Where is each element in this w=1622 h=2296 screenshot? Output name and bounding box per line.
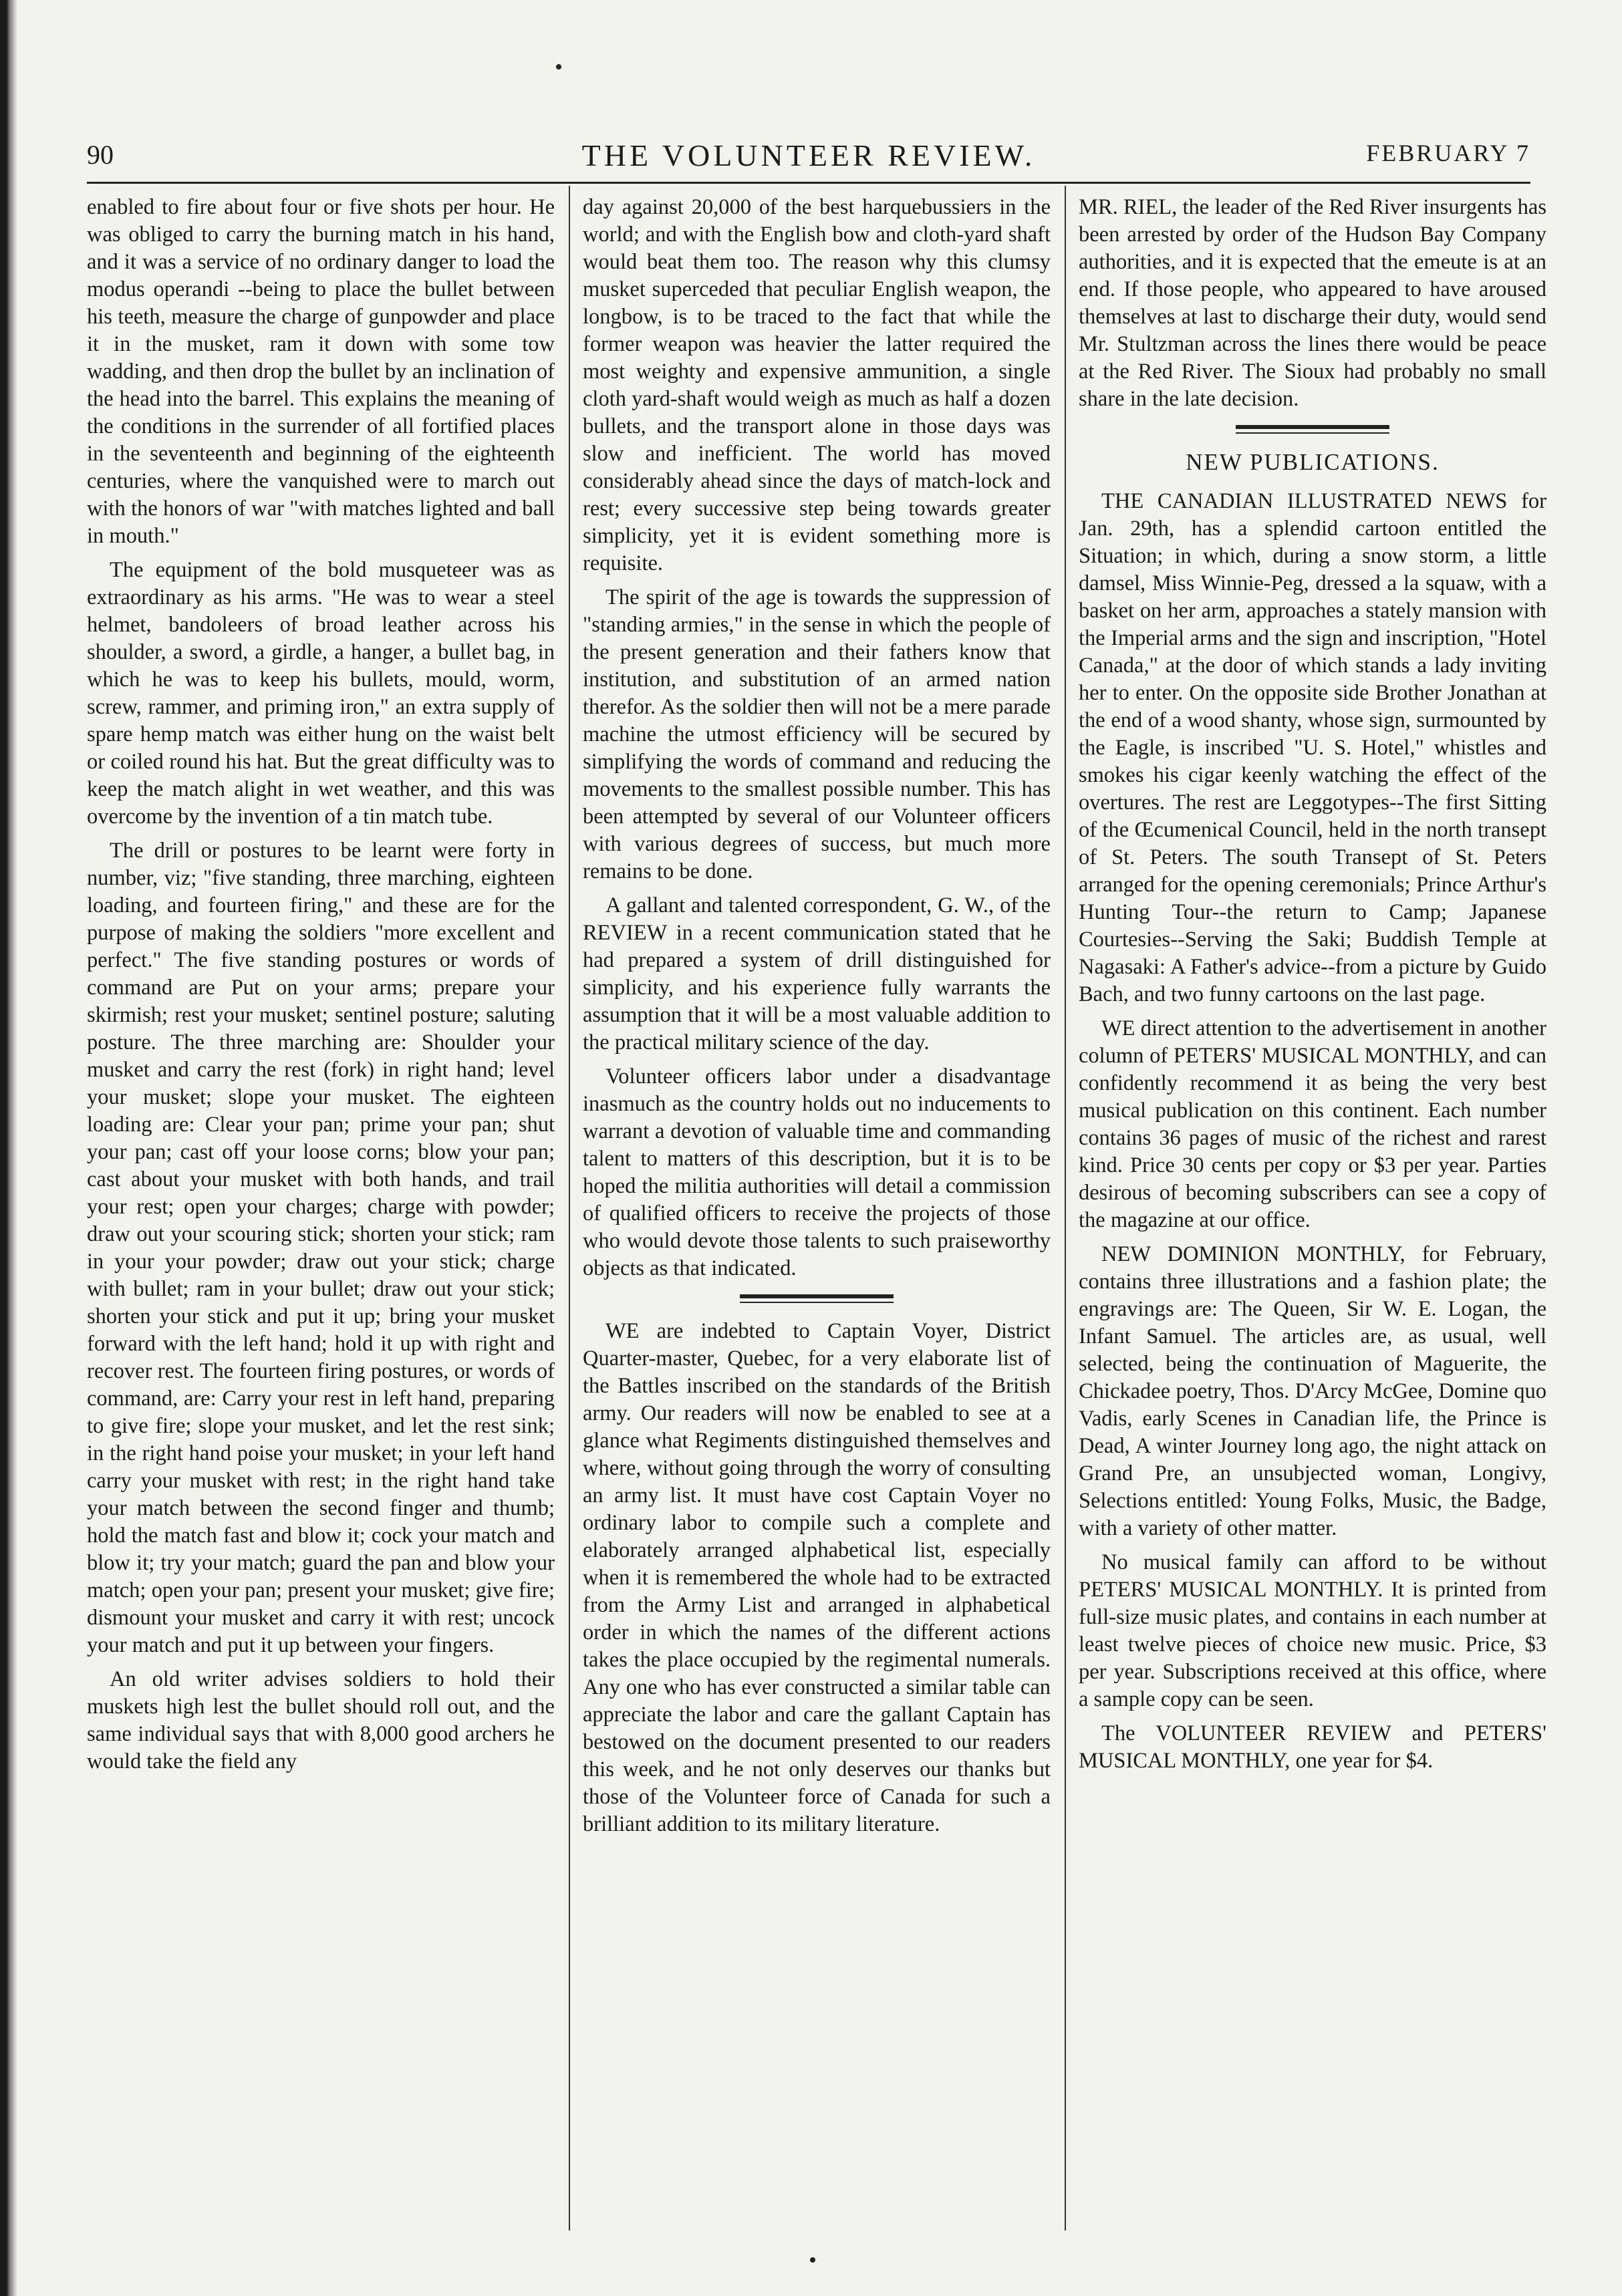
header-rule	[87, 182, 1530, 184]
column-1	[87, 194, 555, 2225]
paragraph: NEW DOMINION MONTHLY, for February, contains three illustrations and a fashion plate; the engravings are: The Queen, Sir W. E. Logan, the Infant Samuel. The articles are, as usual, well selected, being the continuation of Maguerite, the Chickadee poetry, Thos. D'Arcy McGee, Domine quo Vadis, early Scenes in Canadian life, the Prince is Dead, A winter Journey long ago, the night attack on Grand Pre, an unsubjected woman, Longivy, Selections entitled: Young Folks, Music, the Badge, with a variety of other matter.	[1079, 1242, 1546, 1540]
page-number: 90	[87, 140, 114, 170]
paragraph: day against 20,000 of the best harquebussiers in the world; and with the English bow and cloth-yard shaft would beat them too. The reason why this clumsy musket superceded that peculiar English weapon, the longbow, is to be traced to the fact that while the former weapon was heavier the latter required the most weighty and expensive ammunition, a single cloth yard-shaft would weigh as much as half a dozen bullets, and the transport alone in those days was slow and inefficient. The world has moved considerably ahead since the days of match-lock and rest; every successive step being towards greater simplicity, yet it is evident something more is requisite.	[583, 195, 1051, 575]
paragraph: A gallant and talented correspondent, G. W., of the REVIEW in a recent communication stated that he had prepared a system of drill distinguished for simplicity, and his experience fully warrants the assumption that it will be a most valuable addition to the practical military science of the day.	[583, 893, 1051, 1054]
paragraph: The equipment of the bold musqueteer was as extraordinary as his arms. "He was to wear a steel helmet, bandoleers of broad leather across his shoulder, a sword, a girdle, a hanger, a bullet bag, in which he was to keep his bullets, mould, worm, screw, rammer, and priming iron," an extra supply of spare hemp match was either hung on the waist belt or coiled round his hat. But the great difficulty was to keep the match alight in wet weather, and this was overcome by the invention of a tin match tube.	[87, 558, 555, 829]
paragraph: enabled to fire about four or five shots per hour. He was obliged to carry the burning match in his hand, and it was a service of no ordinary danger to load the modus operandi --being to place the bullet between his teeth, measure the charge of gunpowder and place it in the musket, ram it down with some tow wadding, and then drop the bullet by an inclination of the head into the barrel. This explains the meaning of the conditions in the surrender of all fortified places in the seventeenth and beginning of the eighteenth centuries, where the vanquished were to march out with the honors of war "with matches lighted and ball in mouth."	[87, 195, 555, 548]
section-heading: NEW PUBLICATIONS.	[1186, 449, 1440, 475]
paragraph: MR. RIEL, the leader of the Red River insurgents has been arrested by order of the Hudson Bay Company authorities, and it is expected that the emeute is at an end. If those people, who appeared to have aroused themselves at last to discharge their duty, would send Mr. Stultzman across the lines there would be peace at the Red River. The Sioux had probably no small share in the late decision.	[1079, 195, 1546, 411]
section-separator	[1236, 425, 1389, 434]
paragraph: The spirit of the age is towards the suppression of "standing armies," in the sense in which the people of the present generation and their fathers know that institution, and substitution of an armed nation therefor. As the soldier then will not be a mere parade machine the utmost efficiency will be secured by simplifying the words of command and reducing the movements to the smallest possible number. This has been attempted by several of our Volunteer officers with various degrees of success, but much more remains to be done.	[583, 585, 1051, 883]
column-3	[1079, 194, 1546, 2225]
paragraph: THE CANADIAN ILLUSTRATED NEWS for Jan. 29th, has a splendid cartoon entitled the Situation; in which, during a snow storm, a little damsel, Miss Winnie-Peg, dressed a la squaw, with a basket on her arm, approaches a stately mansion with the Imperial arms and the sign and inscription, "Hotel Canada," at the door of which stands a lady inviting her to enter. On the opposite side Brother Jonathan at the end of a wood shanty, whose sign, surmounted by the Eagle, is inscribed "U. S. Hotel," whistles and smokes his cigar keenly watching the effect of the overtures. The rest are Leggotypes--The first Sitting of the Œcumenical Council, held in the north transept of St. Peters. The south Transept of St. Peters arranged for the opening ceremonials; Prince Arthur's Hunting Tour--the return to Camp; Japanese Courtesies--Serving the Saki; Buddish Temple at Nagasaki: A Father's advice--from a picture by Guido Bach, and two funny cartoons on the last page.	[1079, 489, 1546, 1006]
paragraph: The VOLUNTEER REVIEW and PETERS' MUSICAL MONTHLY, one year for $4.	[1079, 1721, 1546, 1773]
paragraph: The drill or postures to be learnt were forty in number, viz; "five standing, three marching, eighteen loading, and fourteen firing," and these are for the purpose of making the soldiers "more excellent and perfect." The five standing postures or words of command are Put on your arms; prepare your skirmish; rest your musket; sentinel posture; saluting posture. The three marching are: Shoulder your musket and carry the rest (fork) in right hand; level your musket; slope your musket. The eighteen loading are: Clear your pan; prime your pan; shut your pan; cast off your loose corns; blow your pan; cast about your musket with both hands, and trail your rest; open your charges; charge with powder; draw out your scouring stick; shorten your stick; ram in your your powder; draw out your stick; charge with bullet; ram in your bullet; draw out your stick; shorten your stick and put it up; bring your musket forward with the left hand; hold it up with right and recover rest. The fourteen firing postures, or words of command, are: Carry your rest in left hand, preparing to give fire; slope your musket, and let the rest sink; in the right hand poise your musket; in your left hand carry your musket with rest; in the right hand take your match between the second finger and thumb; hold the match fast and blow it; cock your match and blow it; try your match; guard the pan and blow your match; open your pan; present your musket; give fire; dismount your musket and carry it with rest; uncock your match and put it up between your fingers.	[87, 839, 555, 1657]
column-rule	[569, 186, 570, 2231]
paragraph: WE are indebted to Captain Voyer, District Quarter-master, Quebec, for a very elaborate list of the Battles inscribed on the standards of the British army. Our readers will now be enabled to see at a glance what Regiments distinguished themselves and where, without going through the worry of consulting an army list. It must have cost Captain Voyer no ordinary labor to compile such a complete and elaborately arranged alphabetical list, especially when it is remembered the whole had to be extracted from the Army List and arranged in alphabetical order in which the names of the different actions takes the place occupied by the regimental numerals. Any one who has ever constructed a similar table can appreciate the labor and care the gallant Captain has bestowed on the document presented to our readers this week, and he not only deserves our thanks but those of the Volunteer force of Canada for such a brilliant addition to its military literature.	[583, 1319, 1051, 1836]
issue-date: FEBRUARY 7	[1366, 140, 1530, 166]
column-2	[583, 194, 1051, 2225]
page-header	[87, 134, 1530, 180]
column-rule	[1065, 186, 1066, 2231]
ink-speck	[810, 2257, 815, 2263]
paragraph: An old writer advises soldiers to hold their muskets high lest the bullet should roll out, and the same individual says that with 8,000 good archers he would take the field any	[87, 1667, 555, 1773]
section-separator	[740, 1294, 894, 1303]
ink-speck	[556, 64, 561, 69]
binding-edge	[0, 0, 17, 2296]
paragraph: Volunteer officers labor under a disadvantage inasmuch as the country holds out no inducements to warrant a devotion of valuable time and commanding talent to matters of this description, but it is to be hoped the militia authorities will detail a commission of qualified officers to receive the projects of those who would devote those talents to such praiseworthy objects as that indicated.	[583, 1064, 1051, 1280]
paragraph: WE direct attention to the advertisement in another column of PETERS' MUSICAL MONTHLY, and can confidently recommend it as being the very best musical publication on this continent. Each number contains 36 pages of music of the richest and rarest kind. Price 30 cents per copy or $3 per year. Parties desirous of becoming subscribers can see a copy of the magazine at our office.	[1079, 1016, 1546, 1232]
paragraph: No musical family can afford to be without PETERS' MUSICAL MONTHLY. It is printed from full-size music plates, and contains in each number at least twelve pieces of choice new music. Price, $3 per year. Subscriptions received at this office, where a sample copy can be seen.	[1079, 1550, 1546, 1711]
masthead-title: THE VOLUNTEER REVIEW.	[581, 138, 1036, 172]
